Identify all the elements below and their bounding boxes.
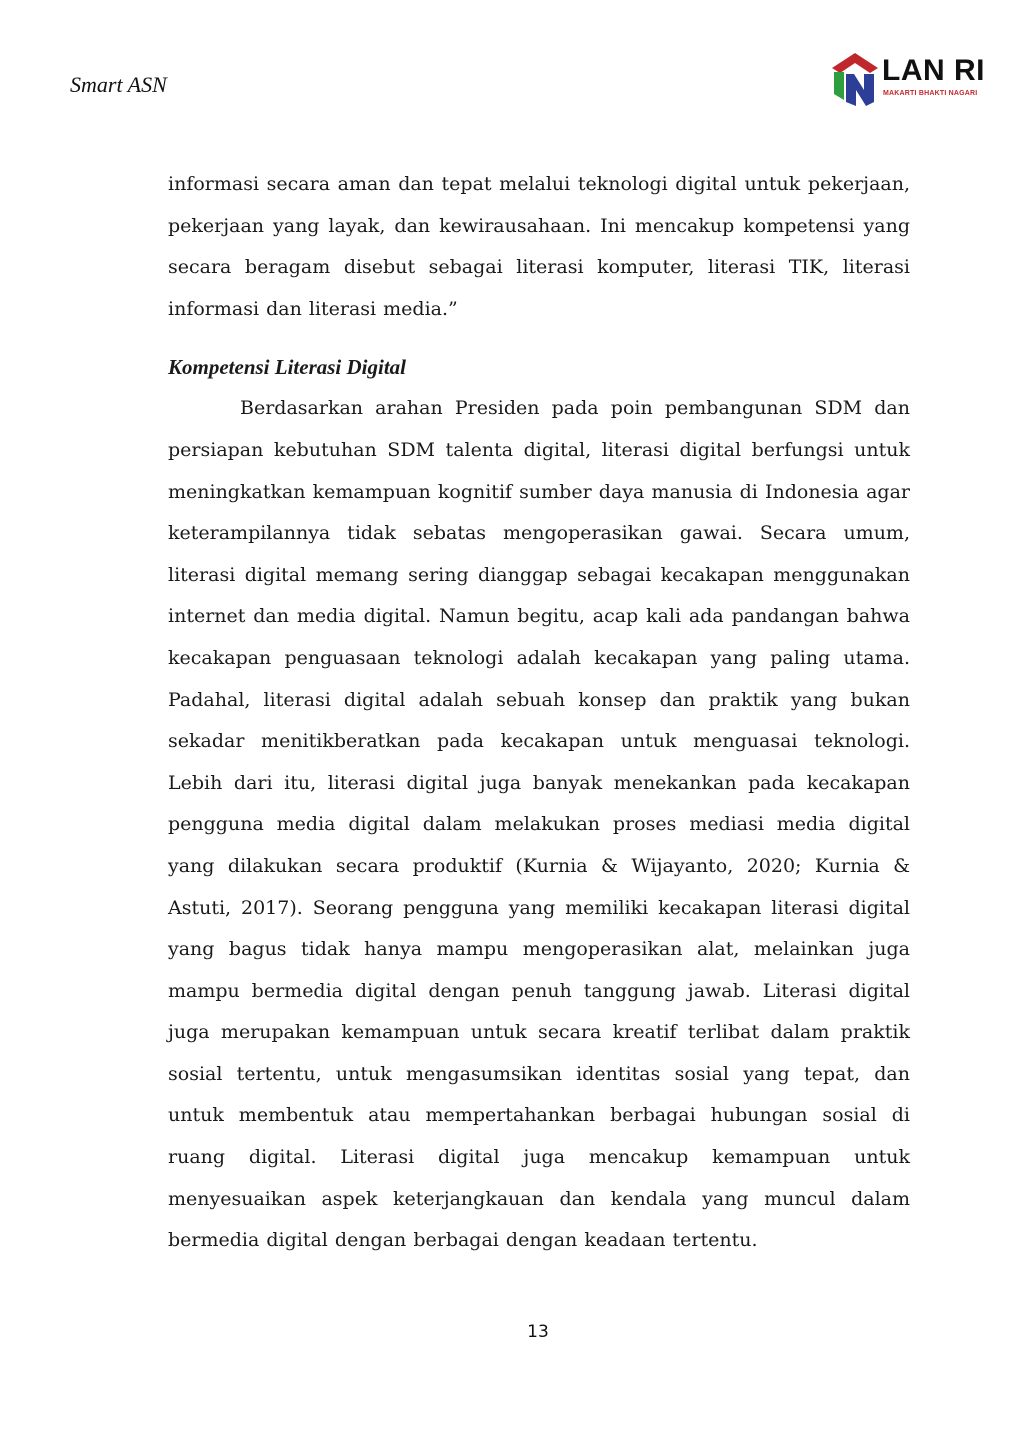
running-header-title: Smart ASN xyxy=(70,72,167,97)
lan-ri-logo xyxy=(830,50,990,110)
page-content xyxy=(168,164,910,1262)
section-heading: Kompetensi Literasi Digital xyxy=(168,355,407,380)
logo-text: LAN RI xyxy=(882,54,985,87)
logo-subtext: MAKARTI BHAKTI NAGARI xyxy=(883,90,978,97)
continuation-paragraph: informasi secara aman dan tepat melalui teknologi digital untuk pekerjaan, pekerjaan yang layak, dan kewirausahaan. Ini mencakup kompetensi yang secara beragam disebut sebagai literasi komputer, literasi TIK, literasi informasi dan literasi media.” xyxy=(168,173,910,320)
main-paragraph: Berdasarkan arahan Presiden pada poin pembangunan SDM dan persiapan kebutuhan SDM talenta digital, literasi digital berfungsi untuk meningkatkan kemampuan kognitif sumber daya manusia di Indonesia agar keterampilannya tidak sebatas mengoperasikan gawai. Secara umum, literasi digital memang sering dianggap sebagai kecakapan menggunakan internet dan media digital. Namun begitu, acap kali ada pandangan bahwa kecakapan penguasaan teknologi adalah kecakapan yang paling utama. Padahal, literasi digital adalah sebuah konsep dan praktik yang bukan sekadar menitikberatkan pada kecakapan untuk menguasai teknologi. Lebih dari itu, literasi digital juga banyak menekankan pada kecakapan pengguna media digital dalam melakukan proses mediasi media digital yang dilakukan secara produktif (Kurnia & Wijayanto, 2020; Kurnia & Astuti, 2017). Seorang pengguna yang memiliki kecakapan literasi digital yang bagus tidak hanya mampu mengoperasikan alat, melainkan juga mampu bermedia digital dengan penuh tanggung jawab. Literasi digital juga merupakan kemampuan untuk secara kreatif terlibat dalam praktik sosial tertentu, untuk mengasumsikan identitas sosial yang tepat, dan untuk membentuk atau mempertahankan berbagai hubungan sosial di ruang digital. Literasi digital juga mencakup kemampuan untuk menyesuaikan aspek keterjangkauan dan kendala yang muncul dalam bermedia digital dengan berbagai dengan keadaan tertentu. xyxy=(168,397,910,1252)
lan-ri-emblem-icon xyxy=(830,50,880,110)
page-number: 13 xyxy=(527,1322,549,1342)
